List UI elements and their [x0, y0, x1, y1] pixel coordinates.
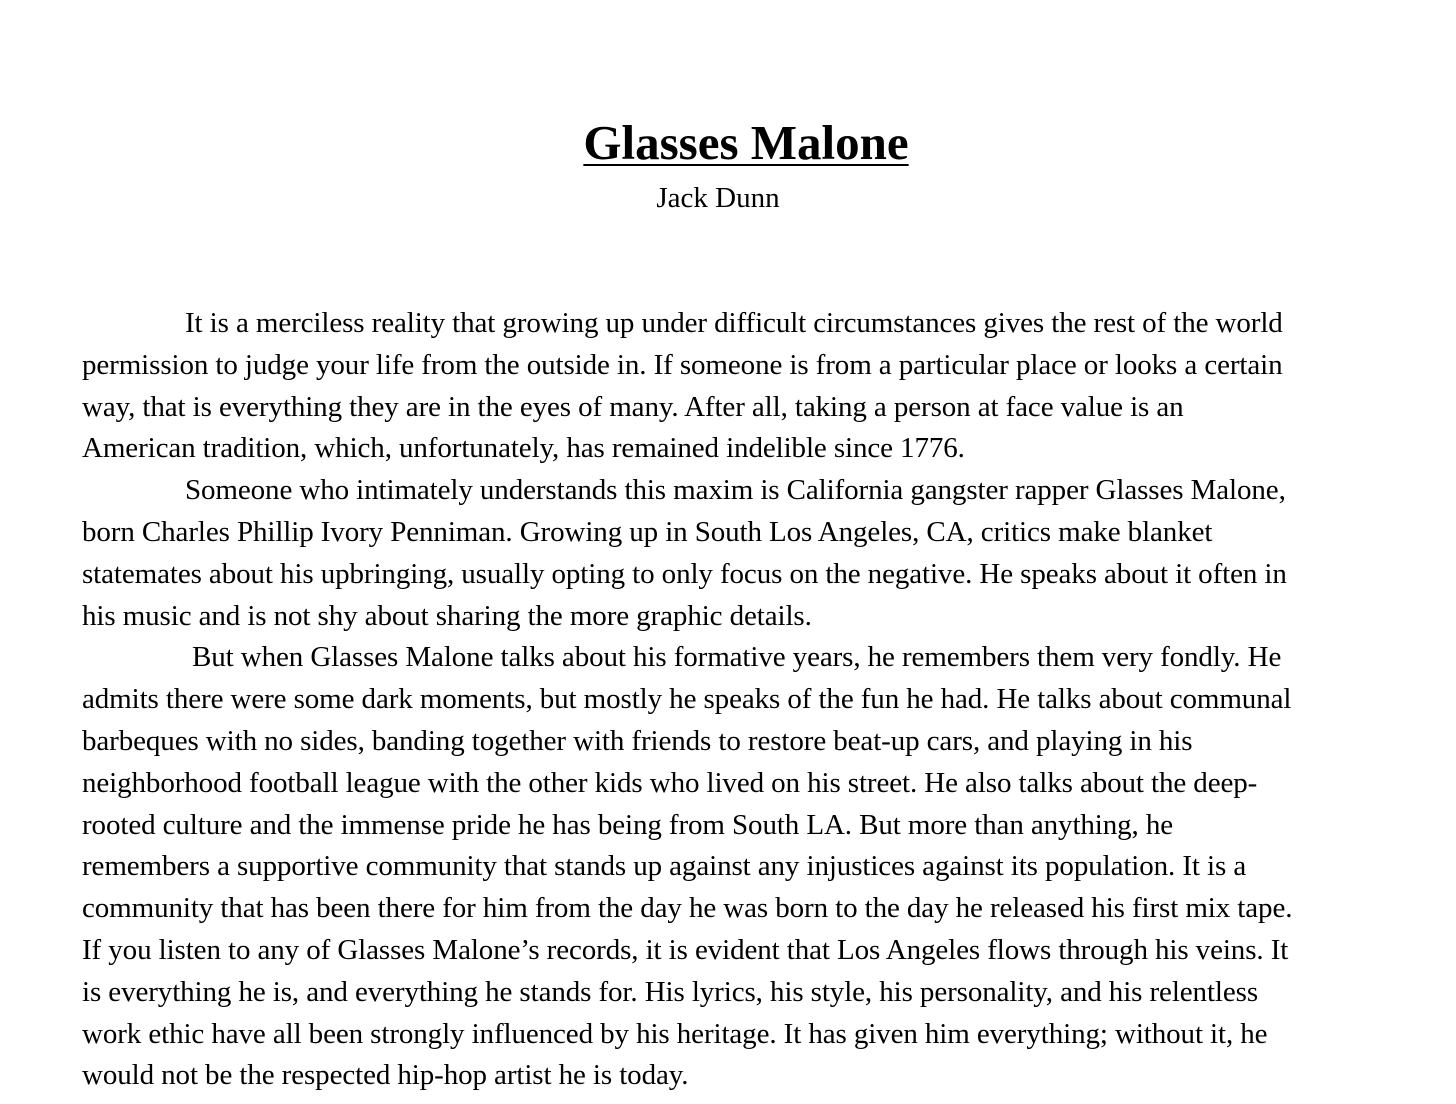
paragraph-3-line: If you listen to any of Glasses Malone’s records, it is evident that Los Angeles flows through his veins. It	[82, 933, 1289, 966]
paragraph-3-line: work ethic have all been strongly influenced by his heritage. It has given him everything; without it, he	[82, 1017, 1268, 1050]
paragraph-2-line: Someone who intimately understands this maxim is California gangster rapper Glasses Malone,	[185, 474, 1286, 507]
paragraph-3-line: would not be the respected hip-hop artist he is today.	[82, 1059, 689, 1092]
author-name: Jack Dunn	[656, 182, 780, 214]
essay-body	[82, 303, 1422, 1097]
paragraph-1-line: It is a merciless reality that growing up under difficult circumstances gives the rest of the world	[185, 307, 1283, 339]
paragraph-1-line: permission to judge your life from the outside in. If someone is from a particular place or looks a certain	[82, 348, 1283, 381]
paragraph-1-line: American tradition, which, unfortunately, has remained indelible since 1776.	[82, 432, 965, 465]
paragraph-3-line: neighborhood football league with the other kids who lived on his street. He also talks about the deep-	[82, 766, 1258, 799]
paragraph-3-line: remembers a supportive community that stands up against any injustices against its population. It is a	[82, 850, 1247, 883]
paragraph-3-line: barbeques with no sides, banding together with friends to restore beat-up cars, and playing in his	[82, 724, 1193, 757]
document-title	[0, 113, 1456, 173]
paragraph-2-line: his music and is not shy about sharing the more graphic details.	[82, 599, 812, 632]
paragraph-3-line: is everything he is, and everything he stands for. His lyrics, his style, his personality, and his relentless	[82, 975, 1259, 1008]
paragraph-2-line: statemates about his upbringing, usually opting to only focus on the negative. He speaks about it often in	[82, 557, 1287, 590]
paragraph-3-line: rooted culture and the immense pride he has being from South LA. But more than anything, he	[82, 808, 1174, 841]
paragraph-3-line: admits there were some dark moments, but mostly he speaks of the fun he had. He talks about communal	[82, 683, 1292, 716]
paragraph-3-line: community that has been there for him from the day he was born to the day he released his first mix tape.	[82, 892, 1293, 925]
paragraph-2-line: born Charles Phillip Ivory Penniman. Growing up in South Los Angeles, CA, critics make blanket	[82, 515, 1213, 548]
paragraph-1-line: way, that is everything they are in the eyes of many. After all, taking a person at face value is an	[82, 390, 1184, 423]
title-text: Glasses Malone	[583, 115, 909, 170]
paragraph-3-line: But when Glasses Malone talks about his formative years, he remembers them very fondly. He	[192, 641, 1282, 674]
